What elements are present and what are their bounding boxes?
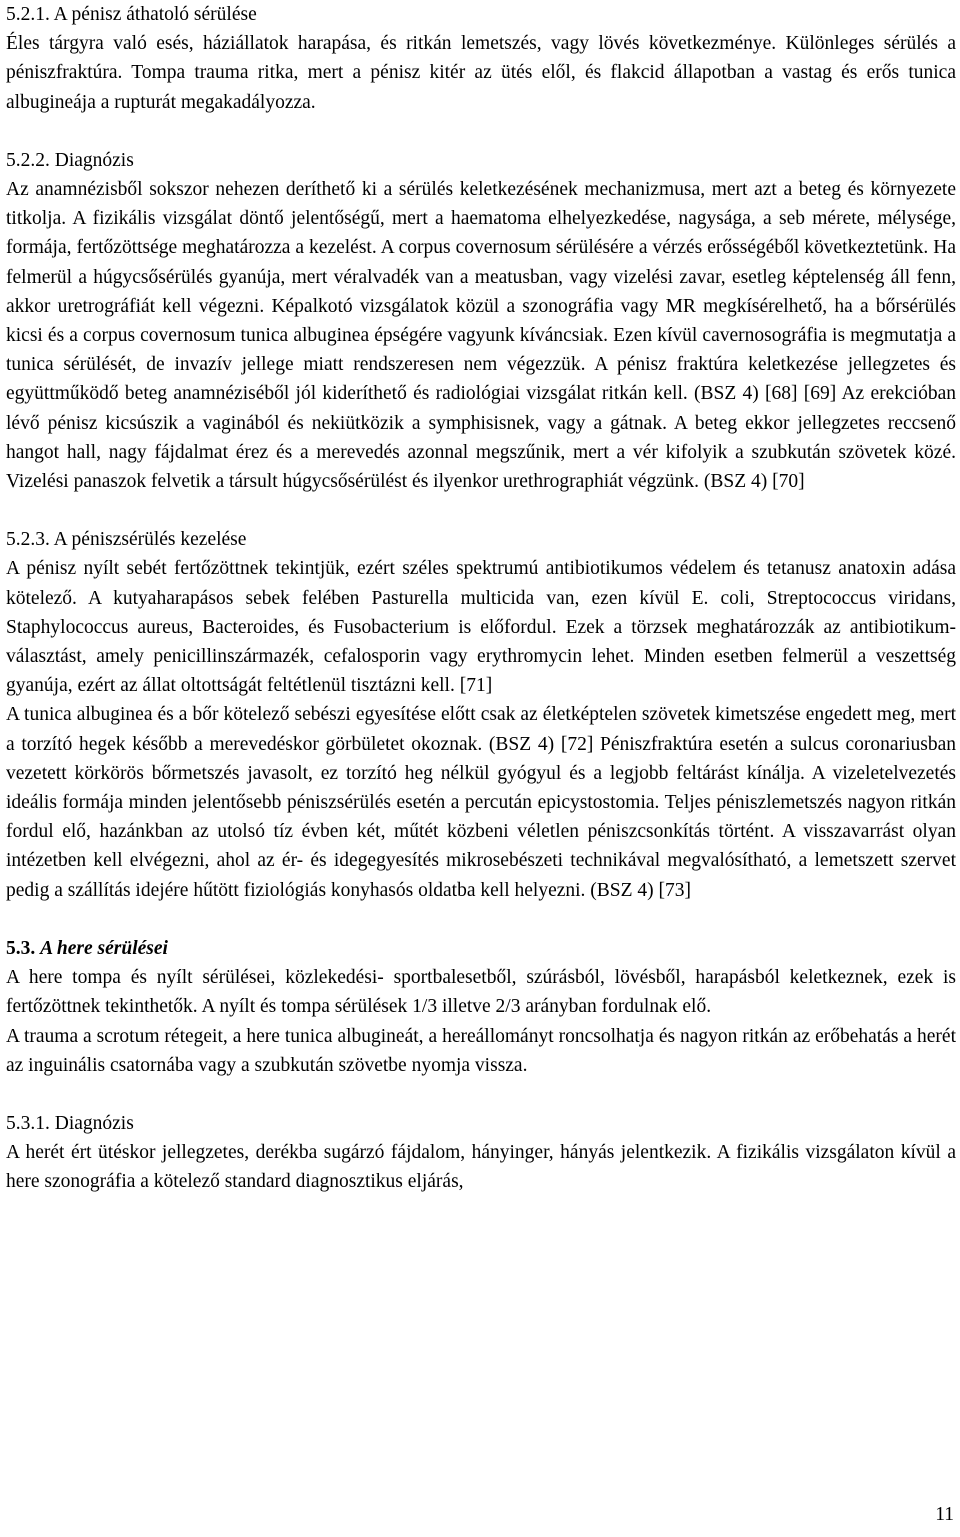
section-heading-5-2-2: 5.2.2. Diagnózis [6, 149, 134, 171]
section-number: 5.3. [6, 937, 36, 959]
section-text-5-2-3: A pénisz nyílt sebét fertőzöttnek tekintjük, ezért széles spektrumú antibiotikumos védelem és tetanusz anatoxin adása kötelező. A kutyaharapásos sebek felében Pasturella multicida van, ezen kívül E. coli, Streptococcus viridans, Staphylococcus aureus, Bacteroides, és Fusobacterium is előfordul. Ezek a törzsek meghatározzák az antibiotikum-választást, amely penicillinszármazék, cefalosporin vagy erythromycin lehet. Minden esetben felmerül a veszettség gyanúja, ezért az állat oltottságát feltétlenül tisztázni kell. [71] [6, 558, 956, 697]
spacer [6, 1080, 956, 1109]
page-number: 11 [935, 1504, 954, 1525]
section-heading-5-3-1: 5.3.1. Diagnózis [6, 1112, 134, 1134]
section-heading-5-3 [6, 934, 956, 963]
section-text-5-2-2: Az anamnézisből sokszor nehezen deríthető ki a sérülés keletkezésének mechanizmusa, mert azt a beteg és környezete titkolja. A fizikális vizsgálat döntő jelentőségű, mert a haematoma elhelyezkedése, nagysága, a seb mérete, mélysége, formája, fertőzöttsége meghatározza a kezelést. A corpus covernosum sérülésére a vérzés erősségéből következtetünk. Ha felmerül a húgycsősérülés gyanúja, mert véralvadék van a meatusban, vagy vizelési zavar, esetleg képtelenség áll fenn, akkor uretrográfiát kell végezni. Képalkotó vizsgálatok közül a szonográfia vagy MR megkísérelhető, ha a bőrsérülés kicsi és a corpus covernosum tunica albuginea épségére vagyunk kíváncsiak. Ezen kívül cavernosográfia is megmutatja a tunica sérülését, de invazív jellege miatt rendszeresen nem végezzük. A pénisz fraktúra keletkezése jellegzetes és együttműködő beteg anamnéziséből jól kideríthető és radiológiai vizsgálat ritkán kell. (BSZ 4) [68] [69] Az erekcióban lévő pénisz kicsúszik a vaginából és nekiütközik a symphisisnek, vagy a gátnak. A beteg ekkor jellegzetes reccsenő hangot hall, nagy fájdalmat érez és a merevedés azonnal megszűnik, mert a vér kifolyik a szubkután szövetek közé. Vizelési panaszok felvetik a társult húgycsősérülést és ilyenkor urethrographiát végzünk. (BSZ 4) [70] [6, 179, 956, 493]
section-title: A here sérülései [40, 937, 168, 959]
spacer [6, 496, 956, 525]
section-text-5-3-continued: A trauma a scrotum rétegeit, a here tunica albugineát, a hereállományt roncsolhatja és nagyon ritkán az erőbehatás a herét az inguinális csatornába vagy a szubkután szövetbe nyomja vissza. [6, 1025, 956, 1076]
section-text-5-3: A here tompa és nyílt sérülései, közlekedési- sportbalesetből, szúrásból, lövésből, harapásból keletkeznek, ezek is fertőzöttnek tekinthetők. A nyílt és tompa sérülések 1/3 illetve 2/3 arányban fordulnak elő. [6, 967, 956, 1018]
spacer [6, 117, 956, 146]
section-heading-5-2-1: 5.2.1. A pénisz áthatoló sérülése [6, 4, 257, 25]
document-page [6, 0, 956, 1197]
spacer [6, 905, 956, 934]
section-text-5-3-1: A herét ért ütéskor jellegzetes, derékba sugárzó fájdalom, hányinger, hányás jelentkezik. A fizikális vizsgálaton kívül a here szonográfia a kötelező standard diagnosztikus eljárás, [6, 1142, 956, 1193]
section-heading-5-2-3: 5.2.3. A péniszsérülés kezelése [6, 529, 247, 551]
section-text-5-2-3-continued: A tunica albuginea és a bőr kötelező sebészi egyesítése előtt csak az életképtelen szövetek kimetszése engedett meg, mert a torzító hegek később a merevedéskor görbületet okoznak. (BSZ 4) [72] Péniszfraktúra esetén a sulcus coronariusban vezetett körkörös bőrmetszés javasolt, ez torzító heg nélkül gyógyul és a legjobb feltárást kínálja. A vizeletelvezetés ideális formája minden jelentősebb péniszsérülés esetén a percután epicystostomia. Teljes péniszlemetszés nagyon ritkán fordul elő, hazánkban az utolsó tíz évben két, műtét közbeni véletlen péniszcsonkítás történt. A visszavarrást olyan intézetben kell elvégezni, ahol az ér- és idegegyesítés mikrosebészeti technikával megvalósítható, a lemetszett szervet pedig a szállítás idejére hűtött fiziológiás konyhasós oldatba kell helyezni. (BSZ 4) [73] [6, 704, 956, 901]
section-text-5-2-1: Éles tárgyra való esés, háziállatok harapása, és ritkán lemetszés, vagy lövés következménye. Különleges sérülés a péniszfraktúra. Tompa trauma ritka, mert a pénisz kitér az ütés elől, és flakcid állapotban a vastag és erős tunica albugineája a rupturát megakadályozza. [6, 33, 956, 113]
